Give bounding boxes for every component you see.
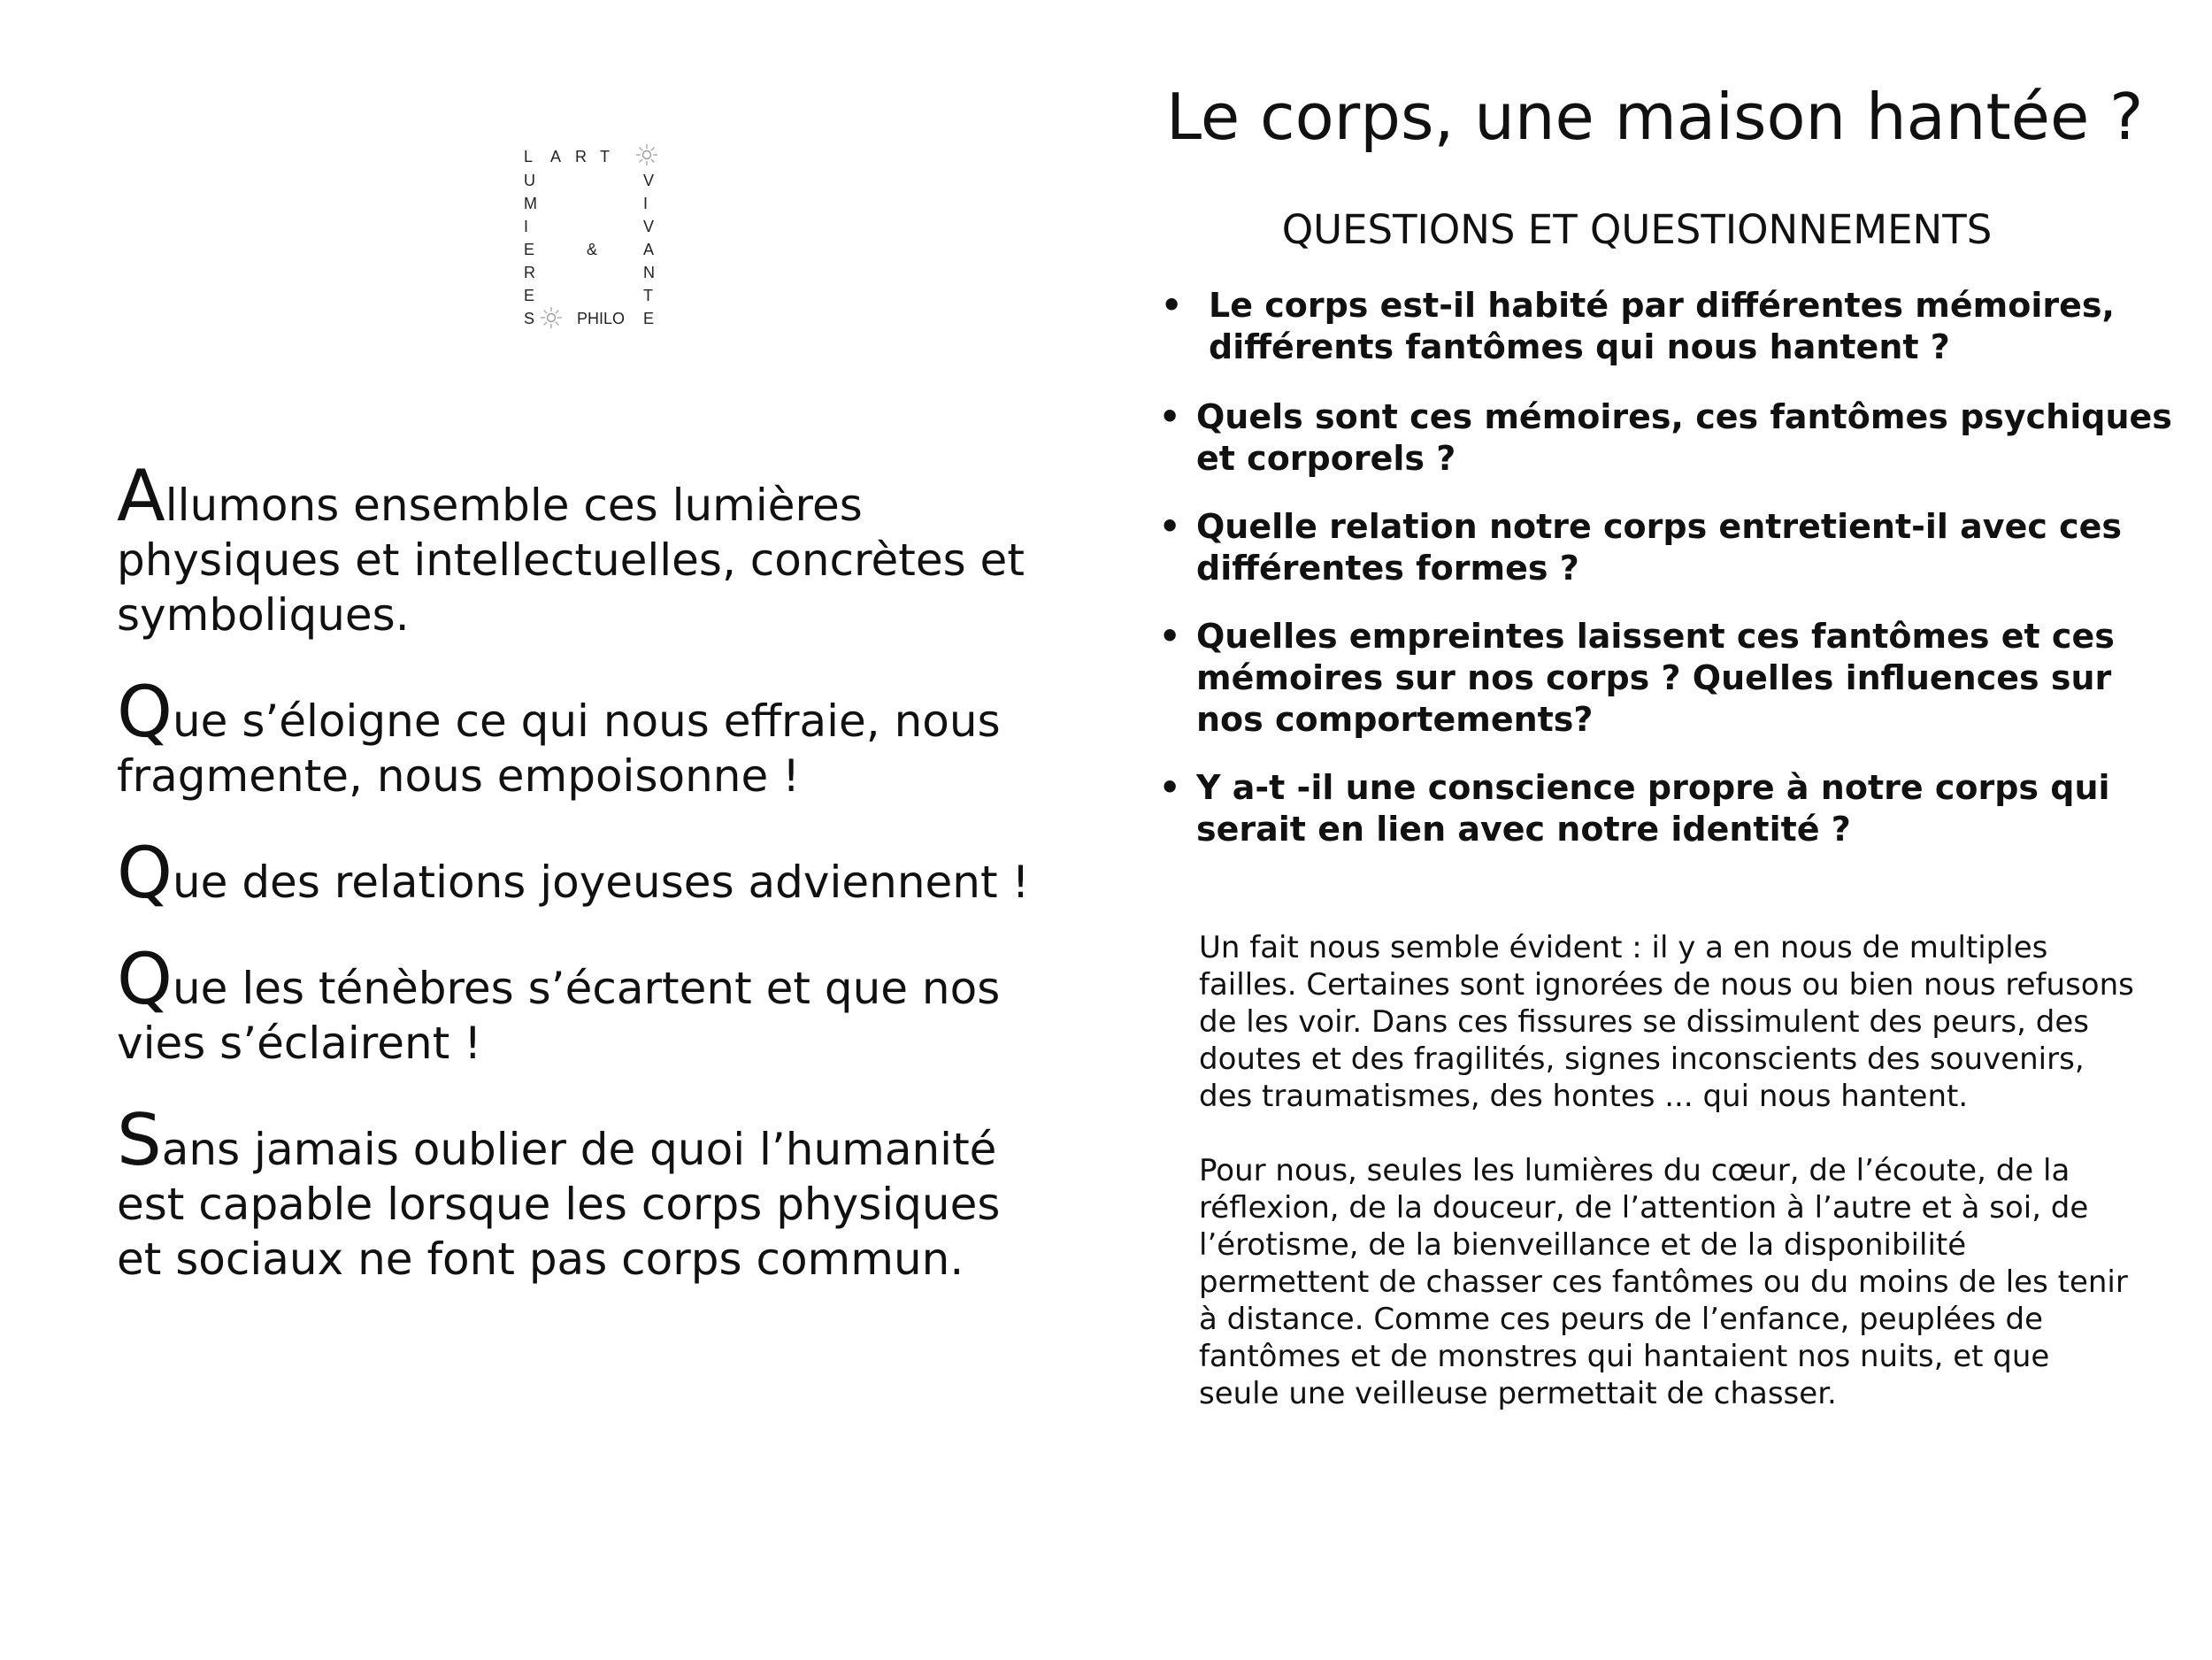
- sun-icon: [635, 143, 658, 166]
- logo-letter: S: [524, 310, 535, 327]
- logo-letter: T: [600, 148, 610, 165]
- logo-lumieres-vivantes: [513, 142, 672, 336]
- prose-paragraph: Un fait nous semble évident : il y a en nous de multiples failles. Certaines sont ignorées de nous ou bien nous refusons de les voir. Dans ces fissures se dissimulent des peurs, des doutes et des fragilités, signes inconscients des souvenirs, des traumatismes, des hontes ... qui nous hantent.: [1199, 930, 2134, 1114]
- section-subtitle: QUESTIONS ET QUESTIONNEMENTS: [1281, 206, 1993, 253]
- paragraph-text: llumons ensemble ces lumières physiques et intellectuelles, concrètes et symboliques.: [117, 480, 1025, 641]
- manifesto-paragraph: [117, 1099, 1046, 1287]
- drop-initial: Q: [117, 671, 173, 753]
- bullet-icon: •: [1159, 507, 1181, 546]
- question-text: Y a-t -il une conscience propre à notre corps qui serait en lien avec notre identité ?: [1196, 768, 2110, 849]
- list-item: [1159, 506, 2177, 589]
- logo-letter: L: [524, 148, 534, 165]
- paragraph-text: ue les ténèbres s’écartent et que nos vies s’éclairent !: [117, 963, 1001, 1069]
- logo-letter: V: [643, 172, 655, 189]
- logo-letter: T: [643, 287, 653, 304]
- question-text: Quelle relation notre corps entretient-il avec ces différentes formes ?: [1196, 507, 2123, 588]
- paragraph-text: ans jamais oublier de quoi l’humanité est capable lorsque les corps physiques et sociaux ne font pas corps commun.: [117, 1124, 1001, 1285]
- prose-paragraph: Pour nous, seules les lumières du cœur, de l’écoute, de la réflexion, de la douceur, de l’attention à l’autre et à soi, de l’érotisme, de la bienveillance et de la disponibilité permettent de chasser ces fantômes ou du moins de les tenir à distance. Comme ces peurs de l’enfance, peuplées de fantômes et de monstres qui hantaient nos nuits, et que seule une veilleuse permettait de chasser.: [1199, 1153, 2128, 1411]
- body-text: [1199, 929, 2137, 1449]
- manifesto-paragraph: [117, 832, 1046, 914]
- sun-icon: [540, 306, 563, 329]
- logo-letter: N: [643, 264, 655, 281]
- manifesto-paragraph: [117, 455, 1046, 642]
- logo-letter: V: [643, 218, 655, 235]
- logo-letter: E: [524, 287, 535, 304]
- logo-letter: R: [575, 148, 587, 165]
- logo-letter: M: [524, 195, 537, 212]
- bullet-icon: •: [1159, 768, 1181, 807]
- logo-letter: A: [643, 241, 655, 258]
- logo-word-philo: PHILO: [577, 310, 626, 327]
- bullet-icon: •: [1159, 617, 1181, 656]
- logo-letter: A: [550, 148, 562, 165]
- page-title: Le corps, une maison hantée ?: [1166, 80, 2144, 154]
- question-text: Le corps est-il habité par différentes mémoires, différents fantômes qui nous hantent ?: [1209, 286, 2115, 366]
- drop-initial: Q: [117, 832, 173, 914]
- logo-letter: R: [524, 264, 535, 281]
- logo-letter: I: [524, 218, 529, 235]
- drop-initial: S: [117, 1099, 162, 1181]
- paragraph-text: ue s’éloigne ce qui nous effraie, nous fragmente, nous empoisonne !: [117, 696, 1001, 802]
- bullet-icon: •: [1161, 286, 1183, 325]
- list-item: [1159, 396, 2177, 480]
- questions-list: [1159, 285, 2177, 877]
- list-item: [1159, 616, 2177, 741]
- drop-initial: A: [117, 455, 165, 537]
- bullet-icon: •: [1159, 397, 1181, 436]
- logo-letter: E: [524, 241, 535, 258]
- logo-letter: I: [643, 195, 649, 212]
- manifesto-paragraph: [117, 938, 1046, 1071]
- logo-letter: E: [643, 310, 655, 327]
- drop-initial: Q: [117, 938, 173, 1020]
- paragraph-text: ue des relations joyeuses adviennent !: [172, 857, 1030, 908]
- list-item: [1159, 285, 2177, 368]
- question-text: Quelles empreintes laissent ces fantômes et ces mémoires sur nos corps ? Quelles influences sur nos comportements?: [1196, 617, 2115, 739]
- logo-letter: U: [524, 172, 535, 189]
- left-manifesto: [117, 455, 1046, 1329]
- list-item: [1159, 767, 2177, 850]
- logo-ampersand: &: [587, 241, 598, 258]
- manifesto-paragraph: [117, 671, 1046, 803]
- question-text: Quels sont ces mémoires, ces fantômes psychiques et corporels ?: [1196, 397, 2172, 478]
